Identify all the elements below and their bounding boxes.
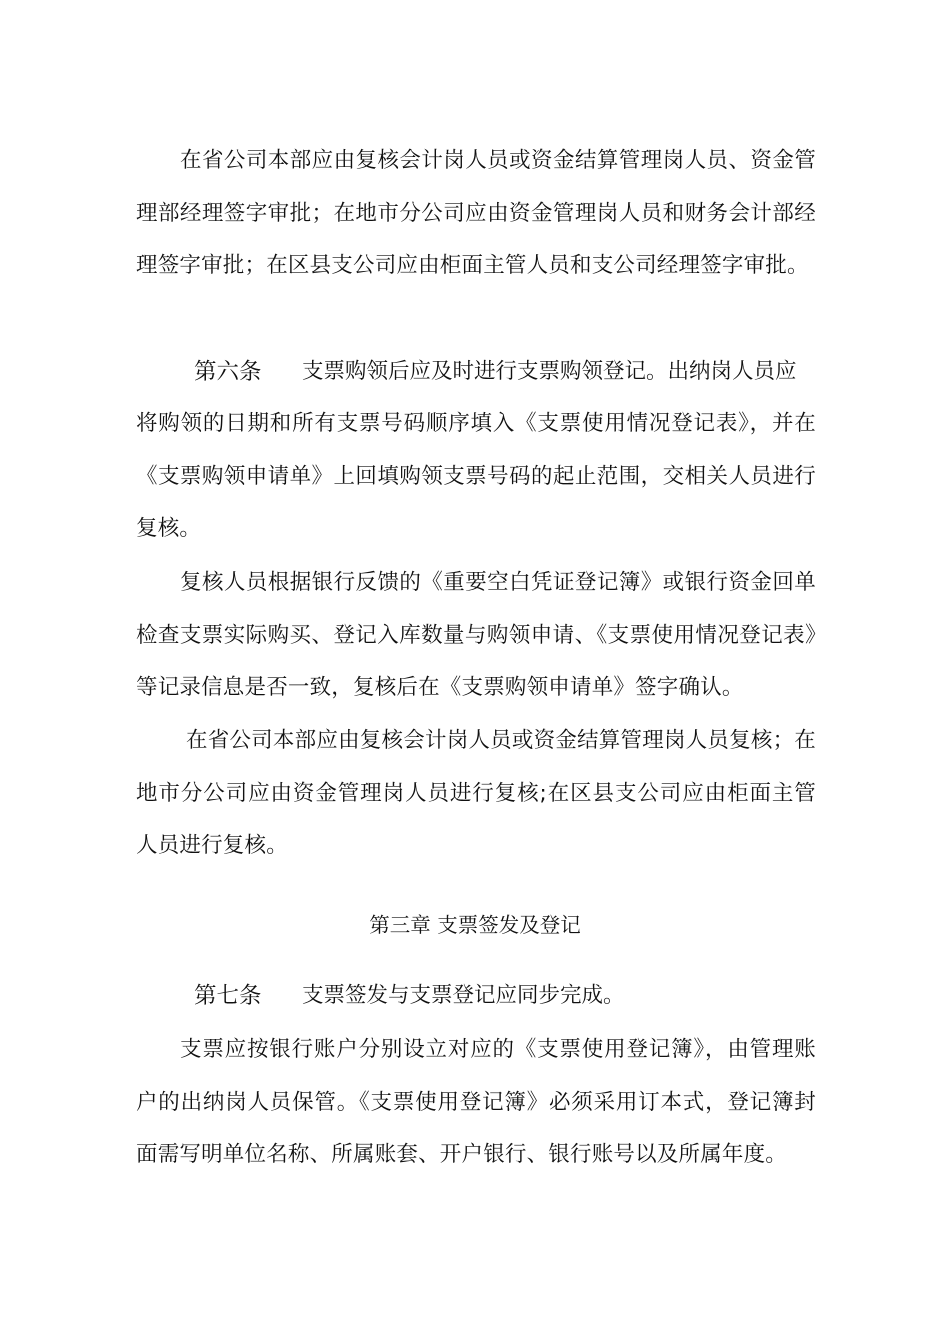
article-6-body: 将购领的日期和所有支票号码顺序填入《支票使用情况登记表》，并在《支票购领申请单》上回填购领支票号码的起止范围，交相关人员进行复核。	[136, 411, 816, 541]
paragraph-review-check: 复核人员根据银行反馈的《重要空白凭证登记簿》或银行资金回单检查支票实际购买、登记入库数量与购领申请、《支票使用情况登记表》等记录信息是否一致，复核后在《支票购领申请单》签字确认。	[136, 570, 816, 700]
paragraph-approval-rules: 在省公司本部应由复核会计岗人员或资金结算管理岗人员、资金管理部经理签字审批；在地市分公司应由资金管理岗人员和财务会计部经理签字审批；在区县支公司应由柜面主管人员和支公司经理签字审批。	[136, 148, 816, 278]
article-7-number: 第七条	[194, 983, 262, 1009]
article-6-first-line: 支票购领后应及时进行支票购领登记。出纳岗人员应	[302, 359, 797, 384]
chapter-3-title: 第三章 支票签发及登记	[369, 913, 581, 937]
paragraph-check-register: 支票应按银行账户分别设立对应的《支票使用登记簿》，由管理账户的出纳岗人员保管。《支票使用登记簿》必须采用订本式，登记簿封面需写明单位名称、所属账套、开户银行、银行账号以及所属年度。	[136, 1037, 816, 1167]
article-7-text: 支票签发与支票登记应同步完成。	[302, 983, 625, 1008]
paragraph-review-responsibility: 在省公司本部应由复核会计岗人员或资金结算管理岗人员复核；在地市分公司应由资金管理岗人员进行复核;在区县支公司应由柜面主管人员进行复核。	[136, 728, 816, 858]
article-6-number: 第六条	[194, 359, 262, 385]
